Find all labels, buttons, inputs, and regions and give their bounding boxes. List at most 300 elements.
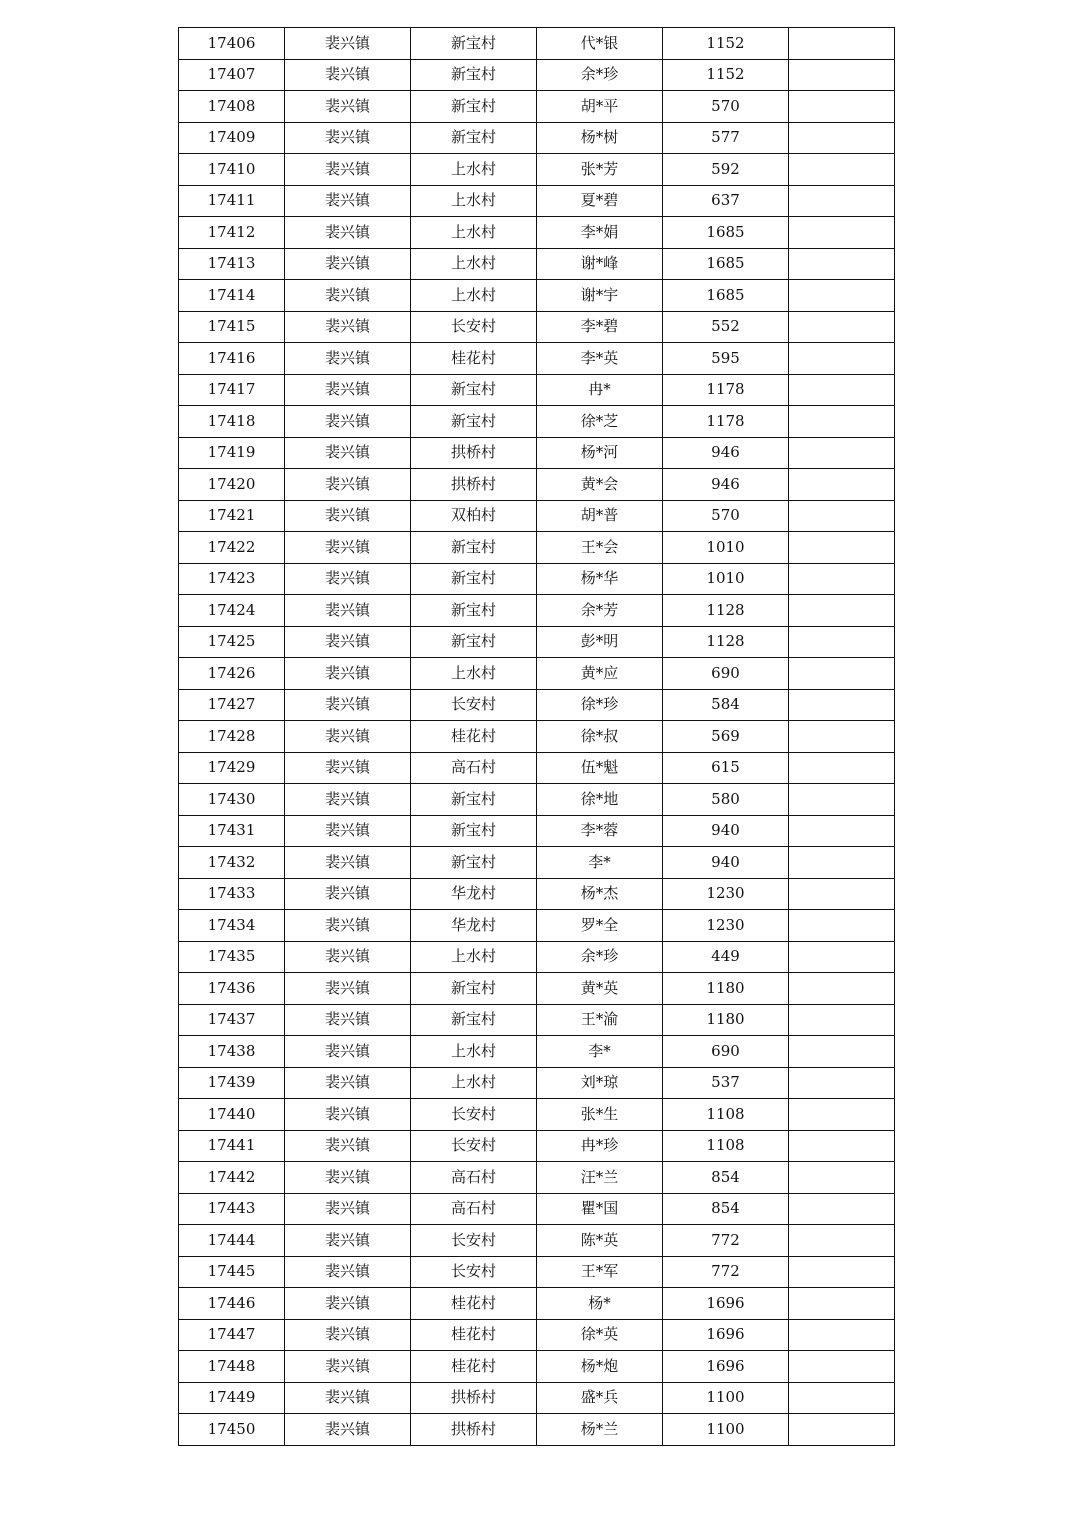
cell-remark — [789, 280, 895, 312]
cell-name: 罗*全 — [537, 910, 663, 942]
cell-name: 王*军 — [537, 1256, 663, 1288]
cell-amount: 1178 — [663, 406, 789, 438]
table-row — [179, 752, 895, 784]
cell-town: 裴兴镇 — [285, 1067, 411, 1099]
cell-serial-number: 17407 — [179, 59, 285, 91]
cell-remark — [789, 437, 895, 469]
cell-amount: 1685 — [663, 248, 789, 280]
cell-remark — [789, 532, 895, 564]
cell-amount: 595 — [663, 343, 789, 375]
cell-remark — [789, 1414, 895, 1446]
cell-remark — [789, 28, 895, 60]
cell-village: 新宝村 — [411, 532, 537, 564]
cell-village: 新宝村 — [411, 973, 537, 1005]
cell-amount: 1685 — [663, 280, 789, 312]
cell-name: 夏*碧 — [537, 185, 663, 217]
cell-amount: 940 — [663, 847, 789, 879]
table-row — [179, 689, 895, 721]
cell-town: 裴兴镇 — [285, 847, 411, 879]
cell-village: 拱桥村 — [411, 1414, 537, 1446]
table-row — [179, 437, 895, 469]
cell-town: 裴兴镇 — [285, 595, 411, 627]
cell-amount: 577 — [663, 122, 789, 154]
cell-town: 裴兴镇 — [285, 1288, 411, 1320]
cell-village: 双柏村 — [411, 500, 537, 532]
table-row — [179, 1414, 895, 1446]
cell-amount: 1152 — [663, 28, 789, 60]
cell-village: 新宝村 — [411, 406, 537, 438]
cell-amount: 690 — [663, 658, 789, 690]
table-row — [179, 311, 895, 343]
cell-name: 伍*魁 — [537, 752, 663, 784]
cell-amount: 1696 — [663, 1288, 789, 1320]
cell-town: 裴兴镇 — [285, 910, 411, 942]
cell-remark — [789, 1382, 895, 1414]
cell-serial-number: 17423 — [179, 563, 285, 595]
cell-remark — [789, 1351, 895, 1383]
cell-town: 裴兴镇 — [285, 784, 411, 816]
table-row — [179, 1382, 895, 1414]
cell-serial-number: 17413 — [179, 248, 285, 280]
cell-serial-number: 17411 — [179, 185, 285, 217]
table-row — [179, 28, 895, 60]
table-row — [179, 343, 895, 375]
cell-amount: 580 — [663, 784, 789, 816]
cell-name: 陈*英 — [537, 1225, 663, 1257]
table-row — [179, 941, 895, 973]
cell-village: 新宝村 — [411, 28, 537, 60]
cell-village: 桂花村 — [411, 1288, 537, 1320]
cell-serial-number: 17417 — [179, 374, 285, 406]
table-row — [179, 1193, 895, 1225]
cell-remark — [789, 1067, 895, 1099]
document-page — [178, 27, 895, 1446]
records-table-body — [179, 28, 895, 1446]
cell-town: 裴兴镇 — [285, 28, 411, 60]
cell-name: 杨*河 — [537, 437, 663, 469]
cell-amount: 592 — [663, 154, 789, 186]
cell-amount: 449 — [663, 941, 789, 973]
cell-village: 高石村 — [411, 752, 537, 784]
cell-name: 王*会 — [537, 532, 663, 564]
cell-village: 桂花村 — [411, 343, 537, 375]
cell-serial-number: 17421 — [179, 500, 285, 532]
cell-serial-number: 17432 — [179, 847, 285, 879]
cell-remark — [789, 217, 895, 249]
cell-serial-number: 17409 — [179, 122, 285, 154]
cell-village: 上水村 — [411, 280, 537, 312]
table-row — [179, 784, 895, 816]
cell-remark — [789, 721, 895, 753]
cell-amount: 946 — [663, 437, 789, 469]
cell-name: 李*碧 — [537, 311, 663, 343]
cell-remark — [789, 1036, 895, 1068]
cell-village: 新宝村 — [411, 122, 537, 154]
table-row — [179, 1130, 895, 1162]
cell-name: 杨*炮 — [537, 1351, 663, 1383]
cell-village: 桂花村 — [411, 1319, 537, 1351]
cell-serial-number: 17422 — [179, 532, 285, 564]
cell-serial-number: 17429 — [179, 752, 285, 784]
cell-serial-number: 17415 — [179, 311, 285, 343]
cell-amount: 570 — [663, 500, 789, 532]
cell-serial-number: 17410 — [179, 154, 285, 186]
cell-serial-number: 17450 — [179, 1414, 285, 1446]
cell-town: 裴兴镇 — [285, 343, 411, 375]
cell-name: 张*生 — [537, 1099, 663, 1131]
cell-name: 李* — [537, 847, 663, 879]
cell-village: 新宝村 — [411, 374, 537, 406]
records-table — [178, 27, 895, 1446]
cell-village: 新宝村 — [411, 1004, 537, 1036]
cell-town: 裴兴镇 — [285, 91, 411, 123]
cell-town: 裴兴镇 — [285, 1162, 411, 1194]
cell-remark — [789, 878, 895, 910]
cell-name: 李*蓉 — [537, 815, 663, 847]
cell-name: 谢*峰 — [537, 248, 663, 280]
table-row — [179, 1351, 895, 1383]
cell-town: 裴兴镇 — [285, 532, 411, 564]
cell-remark — [789, 59, 895, 91]
cell-name: 胡*平 — [537, 91, 663, 123]
cell-village: 长安村 — [411, 1130, 537, 1162]
cell-serial-number: 17424 — [179, 595, 285, 627]
cell-amount: 1696 — [663, 1351, 789, 1383]
cell-town: 裴兴镇 — [285, 721, 411, 753]
cell-remark — [789, 1288, 895, 1320]
cell-town: 裴兴镇 — [285, 437, 411, 469]
cell-village: 上水村 — [411, 1067, 537, 1099]
cell-remark — [789, 752, 895, 784]
cell-town: 裴兴镇 — [285, 122, 411, 154]
cell-name: 徐*英 — [537, 1319, 663, 1351]
cell-village: 高石村 — [411, 1162, 537, 1194]
cell-amount: 1010 — [663, 563, 789, 595]
cell-remark — [789, 815, 895, 847]
cell-serial-number: 17418 — [179, 406, 285, 438]
cell-remark — [789, 500, 895, 532]
cell-remark — [789, 154, 895, 186]
cell-remark — [789, 406, 895, 438]
cell-remark — [789, 847, 895, 879]
cell-serial-number: 17449 — [179, 1382, 285, 1414]
cell-town: 裴兴镇 — [285, 469, 411, 501]
cell-name: 李*英 — [537, 343, 663, 375]
cell-amount: 570 — [663, 91, 789, 123]
cell-amount: 1152 — [663, 59, 789, 91]
cell-town: 裴兴镇 — [285, 973, 411, 1005]
table-row — [179, 1319, 895, 1351]
cell-amount: 1696 — [663, 1319, 789, 1351]
table-row — [179, 248, 895, 280]
cell-town: 裴兴镇 — [285, 941, 411, 973]
cell-serial-number: 17438 — [179, 1036, 285, 1068]
cell-name: 黄*英 — [537, 973, 663, 1005]
table-row — [179, 721, 895, 753]
cell-village: 长安村 — [411, 1225, 537, 1257]
cell-town: 裴兴镇 — [285, 185, 411, 217]
table-row — [179, 91, 895, 123]
cell-serial-number: 17441 — [179, 1130, 285, 1162]
cell-serial-number: 17439 — [179, 1067, 285, 1099]
cell-name: 黄*会 — [537, 469, 663, 501]
cell-remark — [789, 658, 895, 690]
cell-town: 裴兴镇 — [285, 374, 411, 406]
cell-amount: 552 — [663, 311, 789, 343]
cell-remark — [789, 1225, 895, 1257]
table-row — [179, 154, 895, 186]
cell-name: 彭*明 — [537, 626, 663, 658]
cell-name: 余*珍 — [537, 941, 663, 973]
cell-name: 汪*兰 — [537, 1162, 663, 1194]
cell-remark — [789, 1099, 895, 1131]
cell-remark — [789, 1319, 895, 1351]
cell-amount: 1230 — [663, 910, 789, 942]
cell-name: 瞿*国 — [537, 1193, 663, 1225]
table-row — [179, 626, 895, 658]
cell-town: 裴兴镇 — [285, 658, 411, 690]
cell-amount: 772 — [663, 1225, 789, 1257]
cell-remark — [789, 185, 895, 217]
cell-amount: 854 — [663, 1193, 789, 1225]
cell-village: 华龙村 — [411, 910, 537, 942]
cell-name: 刘*琼 — [537, 1067, 663, 1099]
cell-village: 上水村 — [411, 248, 537, 280]
cell-town: 裴兴镇 — [285, 1004, 411, 1036]
table-row — [179, 1067, 895, 1099]
cell-amount: 615 — [663, 752, 789, 784]
cell-town: 裴兴镇 — [285, 280, 411, 312]
cell-name: 盛*兵 — [537, 1382, 663, 1414]
cell-remark — [789, 910, 895, 942]
cell-town: 裴兴镇 — [285, 1036, 411, 1068]
cell-serial-number: 17442 — [179, 1162, 285, 1194]
cell-name: 王*渝 — [537, 1004, 663, 1036]
cell-remark — [789, 343, 895, 375]
cell-amount: 1180 — [663, 1004, 789, 1036]
cell-amount: 1180 — [663, 973, 789, 1005]
cell-village: 桂花村 — [411, 721, 537, 753]
cell-remark — [789, 595, 895, 627]
cell-serial-number: 17408 — [179, 91, 285, 123]
cell-remark — [789, 689, 895, 721]
cell-remark — [789, 1162, 895, 1194]
cell-village: 高石村 — [411, 1193, 537, 1225]
cell-amount: 854 — [663, 1162, 789, 1194]
cell-village: 长安村 — [411, 311, 537, 343]
table-row — [179, 595, 895, 627]
cell-town: 裴兴镇 — [285, 1351, 411, 1383]
cell-amount: 537 — [663, 1067, 789, 1099]
table-row — [179, 122, 895, 154]
cell-town: 裴兴镇 — [285, 154, 411, 186]
table-row — [179, 217, 895, 249]
cell-serial-number: 17412 — [179, 217, 285, 249]
cell-village: 长安村 — [411, 1099, 537, 1131]
cell-serial-number: 17435 — [179, 941, 285, 973]
cell-village: 桂花村 — [411, 1351, 537, 1383]
cell-serial-number: 17445 — [179, 1256, 285, 1288]
cell-amount: 584 — [663, 689, 789, 721]
cell-amount: 946 — [663, 469, 789, 501]
cell-amount: 1685 — [663, 217, 789, 249]
cell-name: 徐*珍 — [537, 689, 663, 721]
cell-name: 张*芳 — [537, 154, 663, 186]
cell-serial-number: 17440 — [179, 1099, 285, 1131]
cell-remark — [789, 1256, 895, 1288]
table-row — [179, 658, 895, 690]
cell-amount: 1100 — [663, 1414, 789, 1446]
cell-town: 裴兴镇 — [285, 1414, 411, 1446]
cell-remark — [789, 1004, 895, 1036]
cell-village: 上水村 — [411, 154, 537, 186]
cell-village: 长安村 — [411, 1256, 537, 1288]
cell-amount: 690 — [663, 1036, 789, 1068]
cell-remark — [789, 784, 895, 816]
cell-remark — [789, 1130, 895, 1162]
cell-serial-number: 17426 — [179, 658, 285, 690]
cell-serial-number: 17437 — [179, 1004, 285, 1036]
cell-town: 裴兴镇 — [285, 815, 411, 847]
cell-village: 新宝村 — [411, 563, 537, 595]
cell-name: 杨*杰 — [537, 878, 663, 910]
cell-town: 裴兴镇 — [285, 311, 411, 343]
cell-serial-number: 17420 — [179, 469, 285, 501]
cell-village: 上水村 — [411, 1036, 537, 1068]
cell-village: 长安村 — [411, 689, 537, 721]
cell-town: 裴兴镇 — [285, 248, 411, 280]
cell-amount: 1128 — [663, 595, 789, 627]
table-row — [179, 973, 895, 1005]
cell-serial-number: 17428 — [179, 721, 285, 753]
table-row — [179, 1036, 895, 1068]
cell-remark — [789, 973, 895, 1005]
cell-town: 裴兴镇 — [285, 626, 411, 658]
table-row — [179, 185, 895, 217]
cell-serial-number: 17436 — [179, 973, 285, 1005]
cell-town: 裴兴镇 — [285, 1225, 411, 1257]
cell-town: 裴兴镇 — [285, 1256, 411, 1288]
table-row — [179, 815, 895, 847]
cell-serial-number: 17427 — [179, 689, 285, 721]
cell-village: 上水村 — [411, 217, 537, 249]
table-row — [179, 1256, 895, 1288]
cell-amount: 1230 — [663, 878, 789, 910]
table-row — [179, 1004, 895, 1036]
cell-name: 杨*兰 — [537, 1414, 663, 1446]
cell-amount: 772 — [663, 1256, 789, 1288]
cell-remark — [789, 248, 895, 280]
cell-village: 上水村 — [411, 941, 537, 973]
cell-town: 裴兴镇 — [285, 878, 411, 910]
cell-remark — [789, 122, 895, 154]
cell-town: 裴兴镇 — [285, 59, 411, 91]
cell-serial-number: 17444 — [179, 1225, 285, 1257]
cell-amount: 637 — [663, 185, 789, 217]
table-row — [179, 1225, 895, 1257]
cell-town: 裴兴镇 — [285, 500, 411, 532]
cell-town: 裴兴镇 — [285, 1130, 411, 1162]
cell-town: 裴兴镇 — [285, 563, 411, 595]
cell-village: 上水村 — [411, 658, 537, 690]
cell-town: 裴兴镇 — [285, 1099, 411, 1131]
cell-name: 杨* — [537, 1288, 663, 1320]
table-row — [179, 500, 895, 532]
cell-village: 拱桥村 — [411, 437, 537, 469]
cell-town: 裴兴镇 — [285, 689, 411, 721]
cell-remark — [789, 563, 895, 595]
cell-name: 李* — [537, 1036, 663, 1068]
cell-name: 李*娟 — [537, 217, 663, 249]
cell-name: 冉* — [537, 374, 663, 406]
cell-amount: 1108 — [663, 1099, 789, 1131]
cell-serial-number: 17447 — [179, 1319, 285, 1351]
cell-remark — [789, 91, 895, 123]
cell-village: 华龙村 — [411, 878, 537, 910]
cell-name: 余*珍 — [537, 59, 663, 91]
table-row — [179, 406, 895, 438]
cell-name: 余*芳 — [537, 595, 663, 627]
cell-serial-number: 17406 — [179, 28, 285, 60]
cell-village: 拱桥村 — [411, 469, 537, 501]
table-row — [179, 280, 895, 312]
cell-remark — [789, 626, 895, 658]
cell-amount: 1100 — [663, 1382, 789, 1414]
cell-serial-number: 17433 — [179, 878, 285, 910]
cell-town: 裴兴镇 — [285, 1193, 411, 1225]
table-row — [179, 1162, 895, 1194]
cell-serial-number: 17446 — [179, 1288, 285, 1320]
cell-amount: 1128 — [663, 626, 789, 658]
cell-name: 杨*华 — [537, 563, 663, 595]
cell-village: 新宝村 — [411, 847, 537, 879]
cell-amount: 940 — [663, 815, 789, 847]
cell-serial-number: 17414 — [179, 280, 285, 312]
cell-village: 新宝村 — [411, 815, 537, 847]
cell-amount: 1010 — [663, 532, 789, 564]
cell-name: 代*银 — [537, 28, 663, 60]
cell-serial-number: 17419 — [179, 437, 285, 469]
cell-serial-number: 17443 — [179, 1193, 285, 1225]
cell-remark — [789, 311, 895, 343]
cell-name: 徐*叔 — [537, 721, 663, 753]
cell-village: 新宝村 — [411, 626, 537, 658]
cell-name: 杨*树 — [537, 122, 663, 154]
cell-serial-number: 17430 — [179, 784, 285, 816]
cell-village: 上水村 — [411, 185, 537, 217]
cell-village: 新宝村 — [411, 595, 537, 627]
cell-serial-number: 17425 — [179, 626, 285, 658]
cell-town: 裴兴镇 — [285, 406, 411, 438]
cell-amount: 1108 — [663, 1130, 789, 1162]
table-row — [179, 910, 895, 942]
cell-name: 徐*地 — [537, 784, 663, 816]
cell-serial-number: 17448 — [179, 1351, 285, 1383]
cell-town: 裴兴镇 — [285, 217, 411, 249]
cell-village: 新宝村 — [411, 784, 537, 816]
table-row — [179, 878, 895, 910]
table-row — [179, 469, 895, 501]
cell-remark — [789, 941, 895, 973]
table-row — [179, 1288, 895, 1320]
cell-amount: 569 — [663, 721, 789, 753]
cell-remark — [789, 1193, 895, 1225]
cell-serial-number: 17434 — [179, 910, 285, 942]
table-row — [179, 563, 895, 595]
cell-town: 裴兴镇 — [285, 1382, 411, 1414]
cell-name: 胡*普 — [537, 500, 663, 532]
table-row — [179, 59, 895, 91]
